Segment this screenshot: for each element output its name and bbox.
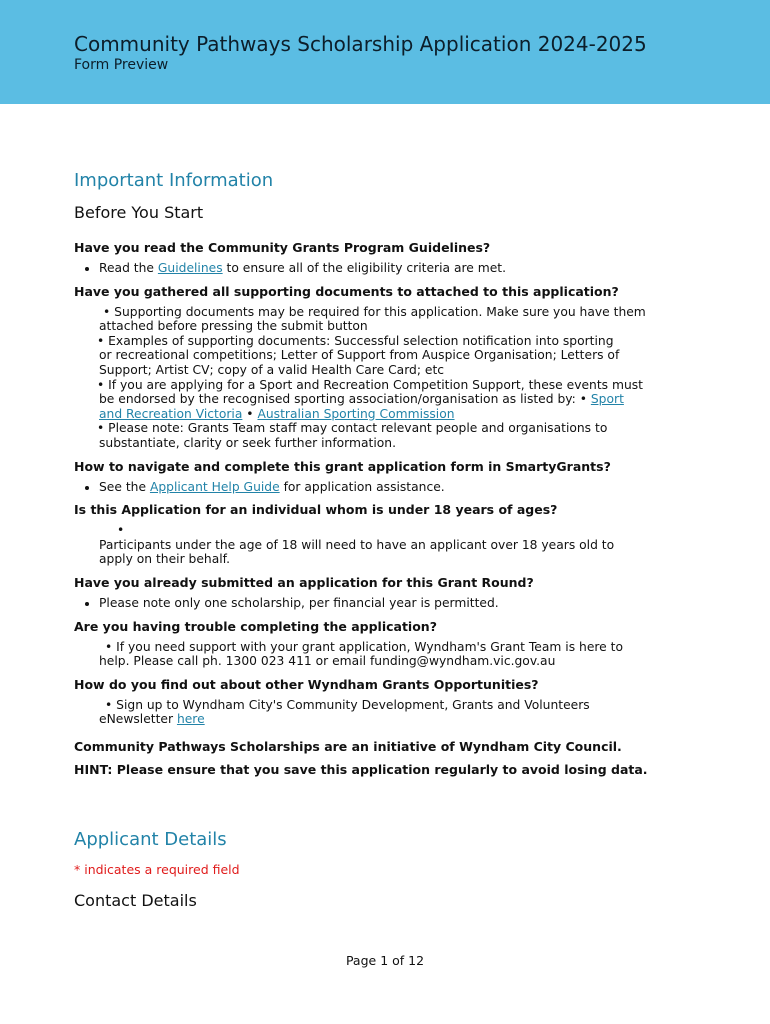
list-item: • [117,523,125,538]
list-item-cont [99,712,674,727]
initiative-note: Community Pathways Scholarships are an initiative of Wyndham City Council. [74,738,622,754]
list-trouble [74,640,674,669]
list-other-opportunities [74,698,674,727]
question-other-opportunities: How do you find out about other Wyndham Grants Opportunities? [74,676,539,692]
list-item: • If you need support with your grant application, Wyndham's Grant Team is here to [105,639,623,654]
list-under-18 [74,523,674,567]
text: eNewsletter [99,712,177,727]
list-supporting-docs [74,305,674,451]
section-heading-important: Important Information [74,170,274,191]
list-item-cont: Support; Artist CV; copy of a valid Health Care Card; etc [99,362,445,377]
guidelines-link[interactable]: Guidelines [157,261,223,275]
subheading-contact-details: Contact Details [74,890,197,910]
section-heading-applicant: Applicant Details [74,828,227,850]
list-item-cont: Participants under the age of 18 will need to have an applicant over 18 years old to [99,537,615,552]
text: See the [99,479,150,494]
enewsletter-here-link[interactable]: here [176,712,205,727]
page-number: Page 1 of 12 [345,953,425,968]
list-already-submitted [74,596,674,611]
list-smartygrants [74,480,674,495]
subheading-before-you-start: Before You Start [74,203,204,222]
text: for application assistance. [279,479,445,494]
question-trouble: Are you having trouble completing the application? [74,618,437,634]
list-item-cont [99,392,674,407]
list-item-cont: attached before pressing the submit button [99,319,368,334]
question-already-submitted: Have you already submitted an application for this Grant Round? [74,574,534,590]
question-under-18: Is this Application for an individual whom is under 18 years of ages? [74,502,558,518]
list-item-cont: or recreational competitions; Letter of Support from Auspice Organisation; Letters of [99,348,620,363]
form-subtitle: Form Preview [74,57,169,73]
question-guidelines: Have you read the Community Grants Program Guidelines? [74,240,491,255]
text: to ensure all of the eligibility criteria are met. [222,261,507,275]
list-item [99,261,674,276]
list-item-cont: substantiate, clarity or seek further information. [99,435,396,450]
header-banner [0,0,770,104]
list-item: • Please note: Grants Team staff may contact relevant people and organisations to [97,421,608,436]
text: be endorsed by the recognised sporting association/organisation as listed by: • [99,392,591,407]
list-item-cont: apply on their behalf. [99,552,230,567]
list-item-cont [99,407,674,422]
australian-sporting-commission-link[interactable]: Australian Sporting Commission [257,406,455,421]
question-smartygrants: How to navigate and complete this grant application form in SmartyGrants? [74,458,611,474]
question-supporting-docs: Have you gathered all supporting documents to attached to this application? [74,283,619,299]
list-item: • Please note only one scholarship, per financial year is permitted. [99,596,674,611]
list-item-cont: help. Please call ph. 1300 023 411 or email funding@wyndham.vic.gov.au [99,654,556,669]
sport-recreation-victoria-link-cont[interactable]: and Recreation Victoria [99,406,243,421]
list-guidelines [74,261,674,276]
required-field-note: * indicates a required field [74,861,240,877]
text: Read the [99,261,158,275]
form-content [74,170,674,928]
applicant-help-guide-link[interactable]: Applicant Help Guide [149,479,280,494]
form-title: Community Pathways Scholarship Application 2024-2025 [74,32,647,56]
list-item: • Sign up to Wyndham City's Community Development, Grants and Volunteers [105,697,590,712]
save-hint: HINT: Please ensure that you save this application regularly to avoid losing data. [74,761,648,777]
text: • [242,406,258,421]
list-item: • Supporting documents may be required for this application. Make sure you have them [103,304,646,319]
list-item [99,480,674,495]
sport-recreation-victoria-link[interactable]: Sport [590,392,624,407]
list-item: • If you are applying for a Sport and Recreation Competition Support, these events must [97,377,643,392]
list-item: • Examples of supporting documents: Successful selection notification into sporting [97,333,614,348]
